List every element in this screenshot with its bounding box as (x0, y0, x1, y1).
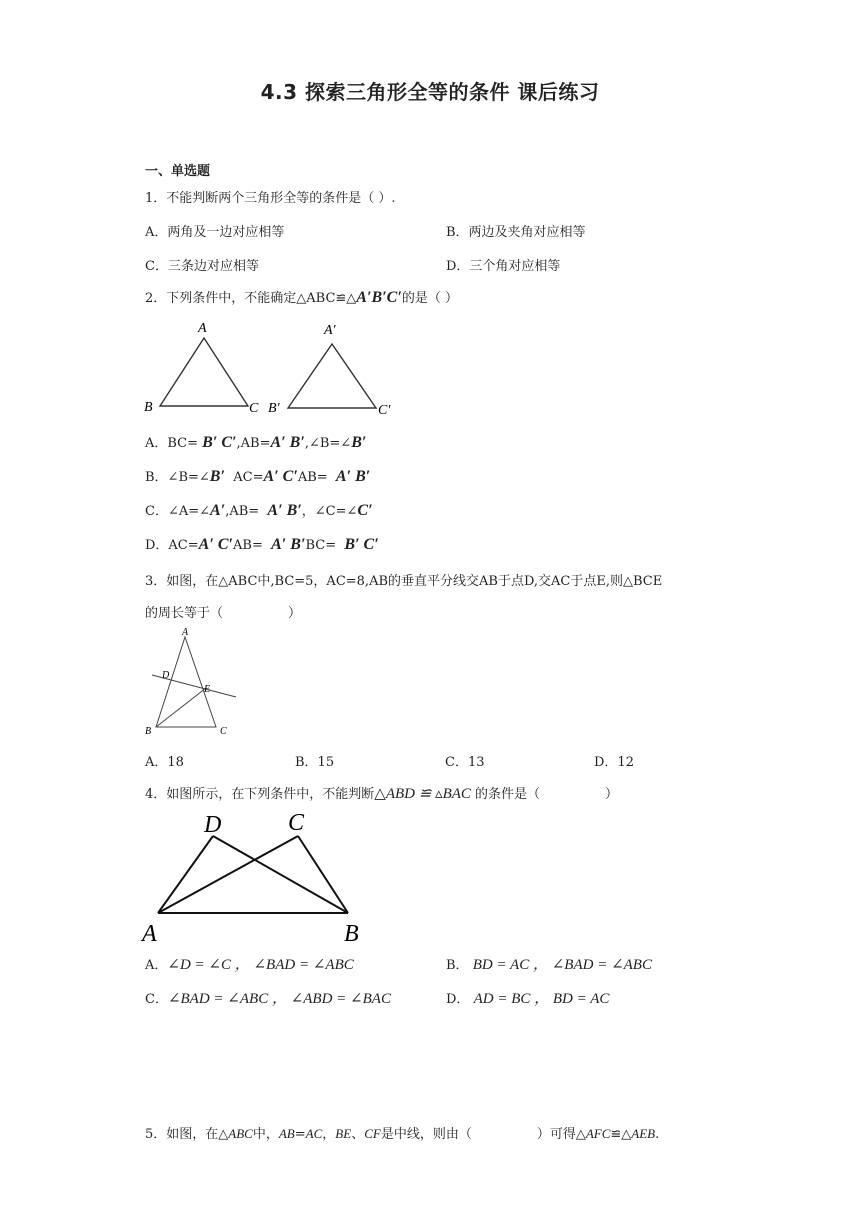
label-c: C (288, 810, 305, 836)
q4-option-d[interactable] (446, 987, 609, 1008)
q5-text-d: ， (322, 1127, 336, 1142)
label-b: B (344, 921, 359, 947)
q2-d-text2: AB= (233, 538, 263, 553)
q2-a-math3: B′ (351, 434, 367, 451)
q2-b-text3: AB= (297, 470, 328, 485)
q5-math-ac: AC (305, 1126, 323, 1141)
label-a: A (142, 921, 157, 947)
segment-be (156, 688, 206, 727)
q2-d-math2: A′ B′ (271, 536, 306, 553)
q4-a-label: A． (145, 958, 168, 973)
label-b-prime: B′ (268, 401, 280, 416)
q2-b-math1: B′ (209, 468, 225, 485)
label-c-prime: C′ (378, 403, 391, 418)
q2-d-math3: B′ C′ (344, 536, 379, 553)
q5-text-a: 5．如图，在△ (145, 1127, 229, 1142)
label-d: D (204, 812, 222, 838)
q4-figure (140, 808, 380, 948)
q2-d-text3: BC= (305, 538, 337, 553)
label-c: C (249, 401, 259, 416)
q2-d-math1: A′ C′ (198, 536, 233, 553)
q4-b-label: B． (446, 958, 469, 973)
segment-cb (298, 836, 348, 913)
q2-figure-triangles (140, 318, 400, 418)
q1-stem: 1．不能判断两个三角形全等的条件是（ ）. (145, 191, 396, 206)
q3-option-a[interactable]: A．18 (145, 755, 184, 770)
section-heading: 一、单选题 (145, 164, 211, 179)
q2-stem (145, 287, 458, 307)
segment-db (213, 836, 348, 913)
q3-stem-line1: 3．如图，在△ABC中,BC=5，AC=8,AB的垂直平分线交AB于点D,交AC于点E,则△BCE (145, 574, 663, 589)
q4-stem-end: 的条件是（ ） (475, 787, 619, 802)
q4-option-a[interactable] (145, 953, 354, 974)
triangle-a2b2c2 (288, 344, 376, 408)
q5-text-c: = (294, 1127, 306, 1142)
triangle-abc (160, 338, 248, 406)
q4-c-math: ∠BAD = ∠ABC ， ∠ABD = ∠BAC (167, 991, 391, 1007)
q5-math-abc: ABC (228, 1126, 253, 1141)
q4-d-label: D． (446, 992, 470, 1007)
q5-math-cf: CF (364, 1126, 381, 1141)
q2-a-text1: A．BC= (145, 436, 199, 451)
q2-a-math2: A′ B′ (270, 434, 305, 451)
q3-stem-line2: 的周长等于（ ） (145, 606, 302, 621)
q2-a-text2: ,AB= (236, 436, 271, 451)
q2-b-math2: A′ C′ (263, 468, 298, 485)
q3-option-d[interactable]: D．12 (594, 755, 634, 770)
q2-a-text3: ,∠B=∠ (304, 436, 352, 451)
q2-option-b[interactable] (145, 466, 370, 486)
q4-a-math: ∠D = ∠C ， ∠BAD = ∠ABC (167, 957, 354, 973)
q2-c-text1: C．∠A=∠ (145, 504, 211, 519)
q2-stem-end: 的是（ ） (401, 291, 458, 306)
q2-c-text3: ，∠C=∠ (301, 504, 358, 519)
label-c: C (220, 726, 227, 737)
q2-option-d[interactable] (145, 534, 379, 554)
q5-stem (145, 1123, 659, 1142)
segment-ad (158, 836, 213, 913)
page-title: 4.3 探索三角形全等的条件 课后练习 (260, 80, 600, 104)
q2-option-c[interactable] (145, 500, 373, 520)
q1-option-c[interactable]: C．三条边对应相等 (145, 259, 259, 274)
q2-c-math1: A′ (210, 502, 226, 519)
q5-math-ab: AB (278, 1126, 295, 1141)
q4-stem-text: 4．如图所示，在下列条件中，不能判断 (145, 787, 375, 802)
q2-b-math3: A′ B′ (335, 468, 371, 485)
q4-b-math: BD = AC ， ∠BAD = ∠ABC (472, 957, 652, 973)
q4-option-b[interactable] (446, 953, 652, 974)
q3-option-c[interactable]: C．13 (445, 755, 485, 770)
q4-stem (145, 783, 618, 803)
q4-option-c[interactable] (145, 987, 391, 1008)
q5-math-aeb: AEB (631, 1126, 656, 1141)
q2-option-a[interactable] (145, 432, 366, 452)
q2-b-text1: B．∠B=∠ (145, 470, 210, 485)
label-e: E (204, 684, 211, 695)
q4-stem-math: △ABD ≌ ▵BAC (374, 786, 471, 802)
label-a-prime: A′ (324, 323, 336, 338)
q5-text-f: 是中线，则由（ ）可得△ (380, 1127, 586, 1142)
q2-c-math3: C′ (357, 502, 373, 519)
label-b: B (144, 400, 153, 415)
q5-math-be: BE (335, 1126, 352, 1141)
q1-option-a[interactable]: A．两角及一边对应相等 (145, 225, 285, 240)
label-d: D (162, 670, 170, 681)
label-a: A (198, 321, 207, 336)
q2-c-text2: ,AB= (225, 504, 260, 519)
q5-text-g: ≌△ (610, 1127, 632, 1142)
q5-text-h: . (655, 1127, 660, 1142)
q5-text-e: 、 (351, 1127, 365, 1142)
q3-option-b[interactable]: B．15 (295, 755, 335, 770)
triangle-abc-q3 (156, 637, 216, 727)
q3-figure (140, 625, 250, 740)
q2-b-text2: AC= (233, 470, 264, 485)
label-a: A (182, 627, 189, 638)
q2-d-text1: D．AC= (145, 538, 199, 553)
segment-ac (158, 836, 298, 913)
q5-math-afc: AFC (585, 1126, 611, 1141)
q1-option-b[interactable]: B．两边及夹角对应相等 (446, 225, 586, 240)
q4-d-math: AD = BC ， BD = AC (473, 991, 610, 1007)
label-b: B (145, 726, 152, 737)
q1-option-d[interactable]: D．三个角对应相等 (446, 259, 561, 274)
q2-a-math1: B′ C′ (202, 434, 237, 451)
q2-stem-text: 2．下列条件中，不能确定△ABC≌△ (145, 291, 357, 306)
q4-c-label: C． (145, 992, 168, 1007)
q2-stem-math: A′B′C′ (356, 289, 402, 306)
q5-text-b: 中， (252, 1127, 279, 1142)
q2-c-math2: A′ B′ (267, 502, 302, 519)
